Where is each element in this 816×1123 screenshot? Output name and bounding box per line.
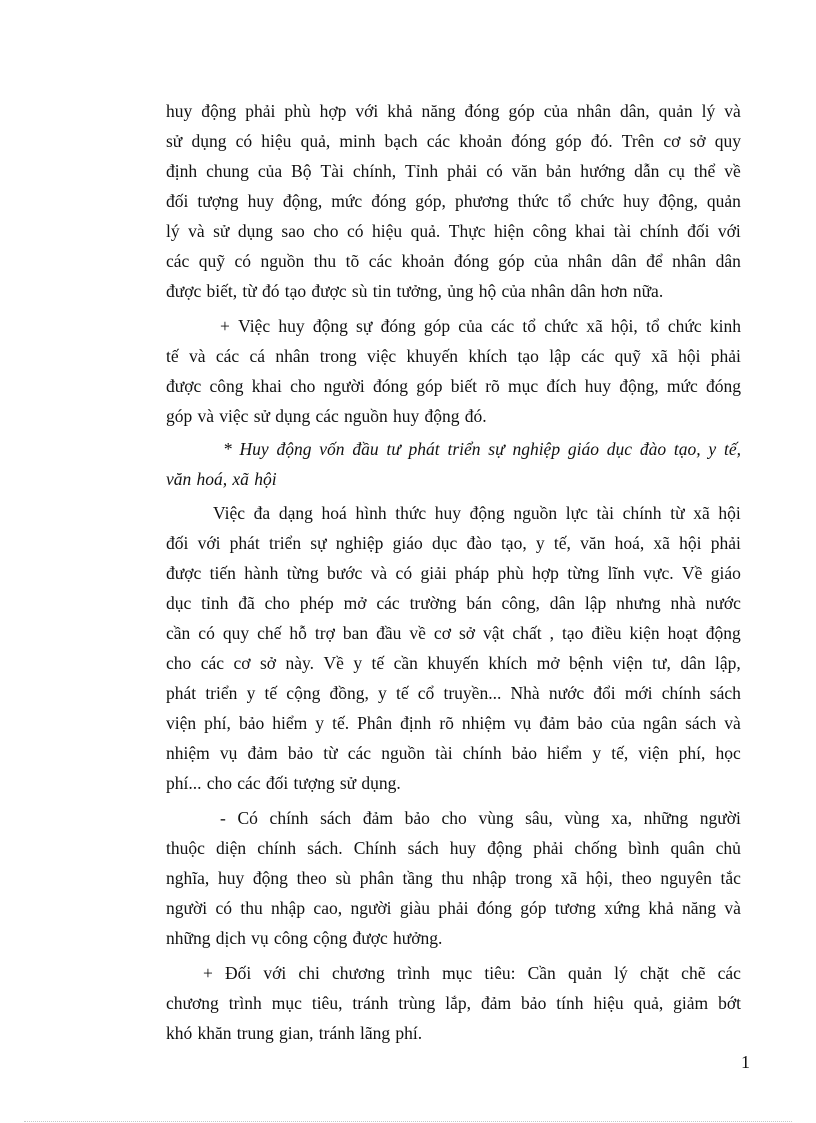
text-line: Việc đa dạng hoá hình thức huy động nguồn lực tài chính từ xã hội — [213, 503, 741, 523]
text-line: góp và việc sử dụng các nguồn huy động đó. — [166, 406, 487, 426]
text-line: huy động phải phù hợp với khả năng đóng góp của nhân dân, quản lý và — [166, 101, 741, 121]
page-number: 1 — [741, 1052, 750, 1072]
text-line: phát triển y tế cộng đồng, y tế cổ truyền... Nhà nước đổi mới chính sách — [166, 683, 741, 703]
text-line: - Có chính sách đảm bảo cho vùng sâu, vùng xa, những người — [220, 808, 741, 828]
text-line: chương trình mục tiêu, tránh trùng lắp, đảm bảo tính hiệu quả, giảm bớt — [166, 993, 741, 1013]
text-line: nghĩa, huy động theo sù phân tầng thu nhập trong xã hội, theo nguyên tắc — [166, 868, 741, 888]
text-line: + Việc huy động sự đóng góp của các tổ chức xã hội, tổ chức kinh — [220, 316, 741, 336]
text-line: lý và sử dụng sao cho có hiệu quả. Thực hiện công khai tài chính đối với — [166, 221, 741, 241]
text-line: các quỹ có nguồn thu tõ các khoản đóng góp của nhân dân để nhân dân — [166, 251, 741, 271]
text-line: phí... cho các đối tượng sử dụng. — [166, 773, 401, 793]
text-line: văn hoá, xã hội — [166, 469, 277, 489]
text-line: + Đối với chi chương trình mục tiêu: Cần quản lý chặt chẽ các — [203, 963, 741, 983]
text-line: tế và các cá nhân trong việc khuyến khích tạo lập các quỹ xã hội phải — [166, 346, 741, 366]
text-line: đối tượng huy động, mức đóng góp, phương thức tổ chức huy động, quản — [166, 191, 741, 211]
text-line: nhiệm vụ đảm bảo từ các nguồn tài chính bảo hiểm y tế, viện phí, học — [166, 743, 741, 763]
text-line: được công khai cho người đóng góp biết rõ mục đích huy động, mức đóng — [166, 376, 741, 396]
text-line: dục tỉnh đã cho phép mở các trường bán công, dân lập nhưng nhà nước — [166, 593, 741, 613]
text-line: những dịch vụ công cộng được hưởng. — [166, 928, 443, 948]
body-text — [166, 96, 741, 1048]
text-line: định chung của Bộ Tài chính, Tỉnh phải có văn bản hướng dẫn cụ thể về — [166, 161, 741, 181]
text-line: được biết, từ đó tạo được sù tin tưởng, ủng hộ của nhân dân hơn nữa. — [166, 281, 664, 301]
text-line: khó khăn trung gian, tránh lãng phí. — [166, 1023, 423, 1043]
text-line: được tiến hành từng bước và có giải pháp phù hợp từng lĩnh vực. Về giáo — [166, 563, 741, 583]
text-line: cho các cơ sở này. Về y tế cần khuyến khích mở bệnh viện tư, dân lập, — [166, 653, 741, 673]
text-line: người có thu nhập cao, người giàu phải đóng góp tương xứng khả năng và — [166, 898, 741, 918]
text-line: viện phí, bảo hiểm y tế. Phân định rõ nhiệm vụ đảm bảo của ngân sách và — [166, 713, 741, 733]
text-line: sử dụng có hiệu quả, minh bạch các khoản đóng góp đó. Trên cơ sở quy — [166, 131, 741, 151]
text-line: * Huy động vốn đầu tư phát triển sự nghiệp giáo dục đào tạo, y tế, — [223, 439, 741, 459]
text-line: cần có quy chế hỗ trợ ban đầu về cơ sở vật chất , tạo điều kiện hoạt động — [166, 623, 741, 643]
text-line: đối với phát triển sự nghiệp giáo dục đào tạo, y tế, văn hoá, xã hội phải — [166, 533, 741, 553]
footer-divider — [24, 1121, 792, 1122]
text-line: thuộc diện chính sách. Chính sách huy động phải chống bình quân chủ — [166, 838, 741, 858]
